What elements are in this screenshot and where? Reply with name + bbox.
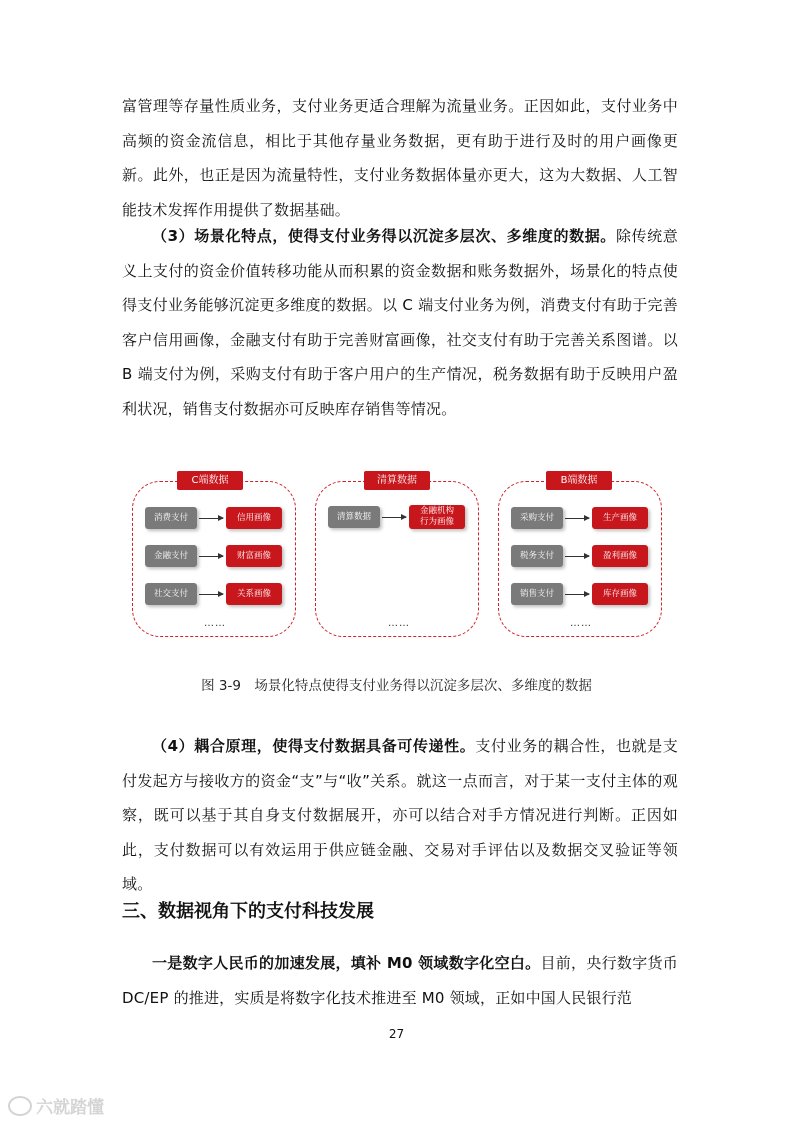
paragraph-3-body: 支付业务的耦合性，也就是支付发起方与接收方的资金“支”与“收”关系。就这一点而言，对于某一支付主体的观察，既可以基于其自身支付数据展开，亦可以结合对手方情况进行判断。正因如此，支付数据可以有效运用于供应链金融、交易对手评估以及数据交叉验证等领域。 bbox=[122, 737, 678, 893]
paragraph-2 bbox=[122, 219, 678, 426]
paragraph-2-lead: （3）场景化特点，使得支付业务得以沉淀多层次、多维度的数据。 bbox=[152, 227, 616, 245]
page-number: 27 bbox=[388, 1027, 405, 1041]
watermark-text: 六就踏懂 bbox=[36, 1098, 104, 1118]
paragraph-4-lead: 一是数字人民币的加速发展，填补 M0 领域数字化空白。 bbox=[152, 954, 541, 972]
arrow bbox=[382, 517, 406, 518]
figure-caption: 图 3-9 场景化特点使得支付业务得以沉淀多层次、多维度的数据 bbox=[201, 678, 592, 694]
more-ellipsis: …… bbox=[204, 618, 226, 629]
source-box: 社交支付 bbox=[145, 583, 197, 605]
target-box-line-1: 金融机构 bbox=[419, 506, 454, 516]
source-box: 消费支付 bbox=[145, 507, 197, 529]
arrow bbox=[565, 556, 589, 557]
arrow bbox=[199, 556, 223, 557]
group-c-title: C端数据 bbox=[177, 471, 243, 490]
paragraph-2-body: 除传统意义上支付的资金价值转移功能从而积累的资金数据和账务数据外，场景化的特点使得支付业务能够沉淀更多维度的数据。以 C 端支付业务为例，消费支付有助于完善客户信用画像，金融支付有助于完善财富画像，社交支付有助于完善关系图谱。以 B 端支付为例，采购支付有助于客户用户的生产情况，税务数据有助于反映用户盈利状况，销售支付数据亦可反映库存销售等情况。 bbox=[122, 227, 678, 418]
arrow bbox=[565, 518, 589, 519]
paragraph-4 bbox=[122, 946, 678, 1015]
target-box-line-2: 行为画像 bbox=[419, 517, 454, 527]
arrow bbox=[199, 518, 223, 519]
source-box: 税务支付 bbox=[511, 545, 563, 567]
more-ellipsis: …… bbox=[388, 618, 410, 629]
section-heading: 三、数据视角下的支付科技发展 bbox=[122, 901, 374, 922]
paragraph-1: 富管理等存量性质业务，支付业务更适合理解为流量业务。正因如此，支付业务中高频的资金流信息，相比于其他存量业务数据，更有助于进行及时的用户画像更新。此外，也正是因为流量特性，支付业务数据体量亦更大，这为大数据、人工智能技术发挥作用提供了数据基础。 bbox=[122, 97, 678, 219]
target-box: 信用画像 bbox=[226, 507, 282, 529]
paragraph-4-body: 目前，央行数字货币 DC/EP 的推进，实质是将数字化技术推进至 M0 领域，正如中国人民银行范 bbox=[122, 954, 678, 1007]
group-clearing-title: 清算数据 bbox=[364, 471, 430, 490]
source-box: 采购支付 bbox=[511, 507, 563, 529]
target-box: 生产画像 bbox=[592, 507, 648, 529]
target-box: 关系画像 bbox=[226, 583, 282, 605]
target-box bbox=[409, 505, 465, 529]
target-box: 盈利画像 bbox=[592, 545, 648, 567]
paragraph-3 bbox=[122, 729, 678, 902]
source-box: 清算数据 bbox=[328, 506, 380, 528]
arrow bbox=[565, 594, 589, 595]
arrow bbox=[199, 594, 223, 595]
source-box: 金融支付 bbox=[145, 545, 197, 567]
paragraph-3-lead: （4）耦合原理，使得支付数据具备可传递性。 bbox=[152, 737, 476, 755]
source-box: 销售支付 bbox=[511, 583, 563, 605]
more-ellipsis: …… bbox=[570, 618, 592, 629]
watermark bbox=[8, 1093, 104, 1118]
target-box: 财富画像 bbox=[226, 545, 282, 567]
group-b-title: B端数据 bbox=[546, 471, 612, 490]
watermark-logo-icon bbox=[8, 1096, 32, 1116]
target-box: 库存画像 bbox=[592, 583, 648, 605]
